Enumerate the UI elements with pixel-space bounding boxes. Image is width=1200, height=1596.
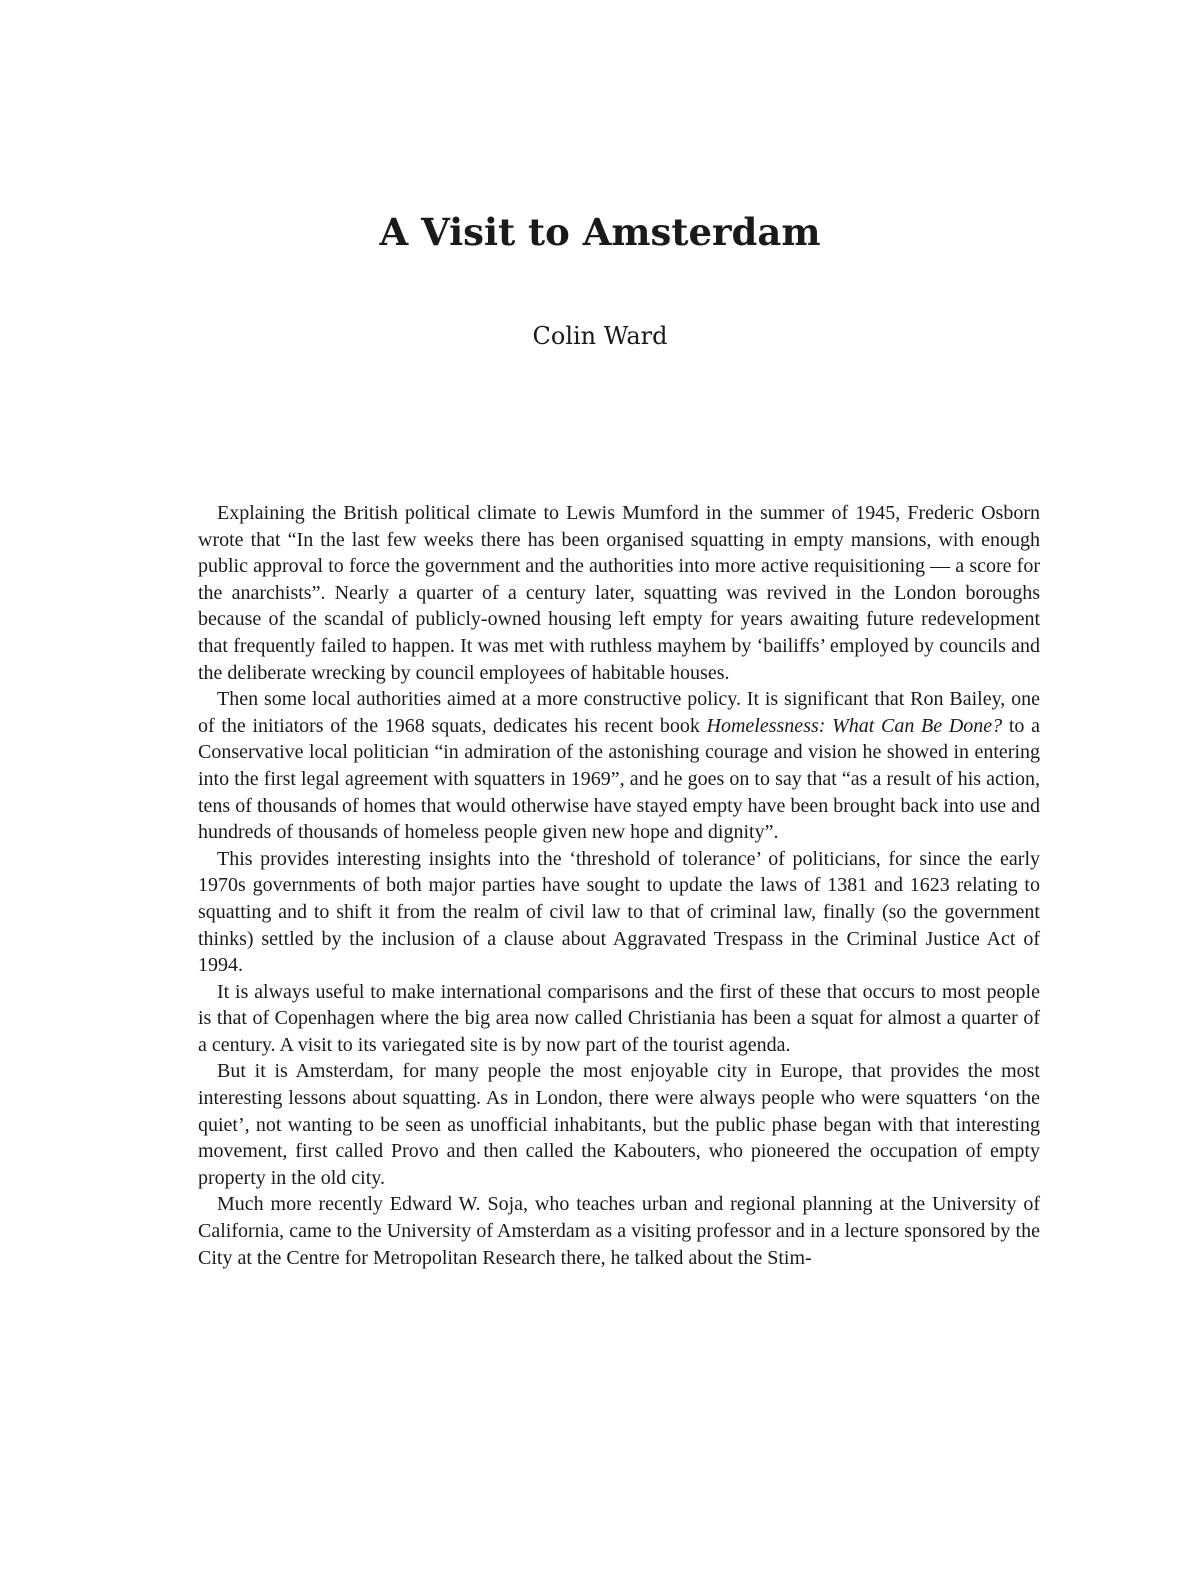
paragraph-1: Explaining the British political climate to Lewis Mumford in the summer of 1945, Frederic Osborn wrote that “In the last few weeks there has been organised squatting in empty mansions, with enough public approval to force the government and the authorities into more active requisitioning — a score for the anarchists”. Nearly a quarter of a century later, squatting was revived in the London boroughs because of the scandal of publicly-owned housing left empty for years awaiting future redevelopment that frequently failed to happen. It was met with ruthless mayhem by ‘bailiffs’ employed by councils and the deliberate wrecking by council employees of habitable houses. <box>198 502 1040 684</box>
paragraph-2-text-before: Then some local authorities aimed at a more constructive policy. It is significant that Ron Bailey, one of the initiators of the 1968 squats, dedicates his recent book <box>198 688 1040 737</box>
paragraph-5: But it is Amsterdam, for many people the most enjoyable city in Europe, that provides the most interesting lessons about squatting. As in London, there were always people who were squatters ‘on the quiet’, not wanting to be seen as unofficial inhabitants, but the public phase began with that interesting movement, first called Provo and then called the Kabouters, who pioneered the occupation of empty property in the old city. <box>198 1060 1040 1189</box>
paragraph-2 <box>198 686 1040 846</box>
page-title: A Visit to Amsterdam <box>379 210 821 254</box>
paragraph-2-text-after: to a Conservative local politician “in admiration of the astonishing courage and vision he showed in entering into the first legal agreement with squatters in 1969”, and he goes on to say that “as a result of his action, tens of thousands of homes that would otherwise have stayed empty have been brought back into use and hundreds of thousands of homeless people given new hope and dignity”. <box>198 714 1040 844</box>
paragraph-6: Much more recently Edward W. Soja, who teaches urban and regional planning at the University of California, came to the University of Amsterdam as a visiting professor and in a lecture sponsored by the City at the Centre for Metropolitan Research there, he talked about the Stim- <box>198 1193 1040 1269</box>
paragraph-3: This provides interesting insights into the ‘threshold of tolerance’ of politicians, for since the early 1970s governments of both major parties have sought to update the laws of 1381 and 1623 relating to squatting and to shift it from the realm of civil law to that of criminal law, finally (so the government thinks) settled by the inclusion of a clause about Aggravated Trespass in the Criminal Justice Act of 1994. <box>198 847 1040 977</box>
paragraph-4: It is always useful to make international comparisons and the first of these that occurs to most people is that of Copenhagen where the big area now called Christiania has been a squat for almost a quarter of a century. A visit to its variegated site is by now part of the tourist agenda. <box>198 980 1040 1056</box>
author-name: Colin Ward <box>532 322 668 350</box>
book-title: Homelessness: What Can Be Done? <box>706 714 1003 737</box>
article-body <box>198 500 1040 1271</box>
